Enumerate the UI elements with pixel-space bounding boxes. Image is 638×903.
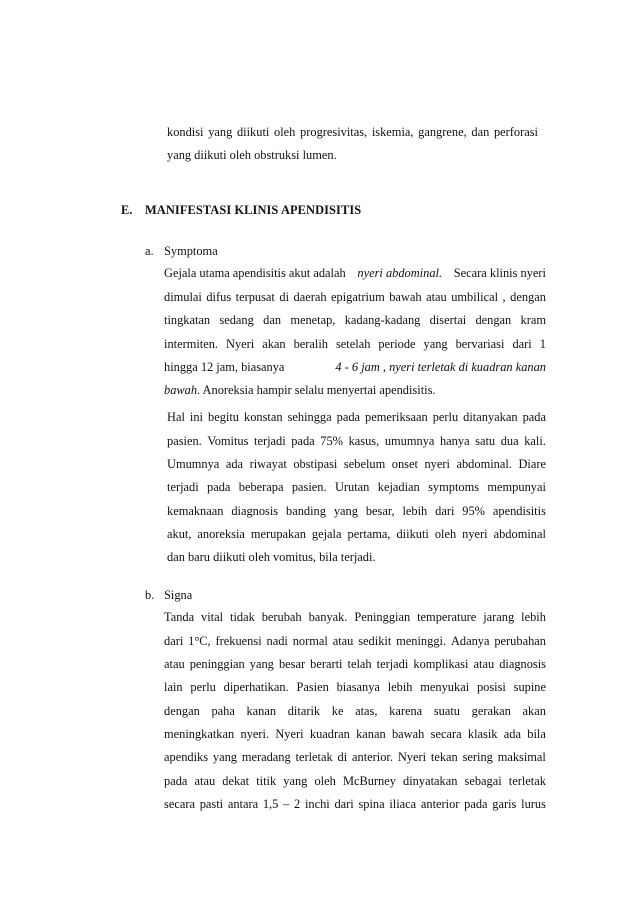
word: dengan bbox=[475, 313, 512, 327]
word: dekat bbox=[222, 774, 250, 788]
symptoma-p1-l1-c: Secara klinis nyeri bbox=[453, 266, 546, 280]
word: terletak bbox=[295, 750, 333, 764]
word: kemaknaan bbox=[167, 504, 224, 518]
section-title: MANIFESTASI KLINIS APENDISITIS bbox=[145, 203, 362, 217]
word: symptoms bbox=[428, 480, 480, 494]
word: kanan bbox=[246, 704, 277, 718]
word: paha bbox=[211, 704, 235, 718]
word: frekuensi bbox=[215, 634, 262, 648]
signa-line-7 bbox=[164, 751, 546, 763]
symptoma-p2-line-7: dan baru diikuti oleh vomitus, bila terjadi. bbox=[167, 550, 376, 564]
word: konstan bbox=[244, 410, 283, 424]
word: pasien. bbox=[167, 434, 202, 448]
word: kuadran bbox=[309, 727, 350, 741]
word: peninggian bbox=[189, 657, 245, 671]
word: dan bbox=[263, 313, 282, 327]
word: Vomitus bbox=[207, 434, 249, 448]
word: nyeri bbox=[424, 457, 450, 471]
word: terjadi bbox=[254, 434, 286, 448]
word: terletak bbox=[508, 774, 546, 788]
word: pada bbox=[336, 410, 361, 424]
word: besar, bbox=[365, 504, 395, 518]
word: begitu bbox=[208, 410, 239, 424]
word: Nyeri bbox=[226, 337, 255, 351]
word: kasus, bbox=[348, 434, 380, 448]
word: karena bbox=[389, 704, 423, 718]
word: dari bbox=[164, 634, 184, 648]
word: atau bbox=[332, 634, 354, 648]
symptoma-p1-line-2 bbox=[164, 291, 546, 303]
word: meningkatkan bbox=[164, 727, 235, 741]
word: merupakan bbox=[250, 527, 306, 541]
word: nyeri bbox=[462, 527, 488, 541]
word: 95% bbox=[462, 504, 485, 518]
word: inchi bbox=[304, 797, 330, 811]
signa-line-5 bbox=[164, 705, 546, 717]
word: kram bbox=[520, 313, 546, 327]
word: diagnosis bbox=[231, 504, 279, 518]
symptoma-p1-l6-emphasis: bawah bbox=[164, 383, 198, 397]
word: riwayat bbox=[249, 457, 287, 471]
word: banding bbox=[286, 504, 326, 518]
symptoma-marker: a. bbox=[145, 244, 154, 258]
word: Hal bbox=[167, 410, 185, 424]
word: ada bbox=[225, 457, 244, 471]
word: yang bbox=[423, 337, 448, 351]
word: lebih bbox=[387, 680, 413, 694]
word: dengan bbox=[164, 704, 200, 718]
word: suatu bbox=[433, 704, 460, 718]
word: meninggi. bbox=[396, 634, 447, 648]
word: dimulai bbox=[164, 290, 202, 304]
word: sering bbox=[462, 750, 493, 764]
word: berarti bbox=[310, 657, 343, 671]
word: iliaca bbox=[389, 797, 417, 811]
word: terjadi bbox=[167, 480, 199, 494]
word: dari bbox=[435, 504, 455, 518]
word: meradang bbox=[241, 750, 291, 764]
word: garis bbox=[492, 797, 517, 811]
intro-line-2: yang diikuti oleh obstruksi lumen. bbox=[167, 148, 337, 162]
word: 1 bbox=[539, 337, 546, 351]
word: daerah bbox=[293, 290, 327, 304]
word: sebelum bbox=[343, 457, 386, 471]
word: satu bbox=[475, 434, 496, 448]
word: pasti bbox=[199, 797, 224, 811]
word: , bbox=[502, 290, 506, 304]
word: lebih bbox=[521, 610, 546, 624]
word: dua bbox=[500, 434, 519, 448]
word: temperature bbox=[417, 610, 477, 624]
word: perlu bbox=[432, 410, 459, 424]
word: Adanya bbox=[450, 634, 490, 648]
word: komplikasi bbox=[413, 657, 469, 671]
word: dengan bbox=[510, 290, 546, 304]
word: beberapa bbox=[238, 480, 284, 494]
signa-line-6 bbox=[164, 728, 546, 740]
word: spina bbox=[358, 797, 385, 811]
word: Diare bbox=[518, 457, 546, 471]
intro-line-1-text bbox=[167, 126, 538, 138]
word: perforasi bbox=[493, 125, 538, 139]
word: abdominal bbox=[493, 527, 546, 541]
word: terpusat bbox=[235, 290, 275, 304]
word: Tanda bbox=[164, 610, 195, 624]
word: dari bbox=[334, 797, 354, 811]
word: yang bbox=[208, 125, 233, 139]
symptoma-p2-line-1 bbox=[167, 411, 546, 423]
word: anoreksia bbox=[197, 527, 245, 541]
word: apendiks bbox=[164, 750, 209, 764]
word: pasien. bbox=[291, 480, 327, 494]
word: yang bbox=[283, 774, 308, 788]
word: lurus bbox=[521, 797, 546, 811]
word: ada bbox=[503, 727, 521, 741]
word: beralih bbox=[293, 337, 328, 351]
word: epigatrium bbox=[331, 290, 385, 304]
word: onset bbox=[391, 457, 418, 471]
word: jarang bbox=[483, 610, 515, 624]
symptoma-p1-l6-rest: . Anoreksia hampir selalu menyertai apendisitis. bbox=[197, 383, 436, 397]
word: Urutan bbox=[334, 480, 370, 494]
word: oleh bbox=[274, 125, 296, 139]
word: diikuti bbox=[236, 125, 270, 139]
word: terjadi bbox=[376, 657, 409, 671]
word: oleh bbox=[314, 774, 336, 788]
word: dari bbox=[512, 337, 532, 351]
signa-line-2 bbox=[164, 635, 546, 647]
word: Peninggian bbox=[354, 610, 411, 624]
word: atau bbox=[194, 774, 216, 788]
word: sebagai bbox=[464, 774, 502, 788]
word: sedikit bbox=[358, 634, 392, 648]
word: tidak bbox=[230, 610, 255, 624]
word: menetap, bbox=[290, 313, 336, 327]
word: tekan bbox=[430, 750, 458, 764]
section-label: E. bbox=[121, 203, 133, 217]
word: pemeriksaan bbox=[365, 410, 428, 424]
signa-marker: b. bbox=[145, 588, 155, 602]
word: Nyeri bbox=[397, 750, 427, 764]
word: ini bbox=[189, 410, 203, 424]
word: anterior. bbox=[352, 750, 393, 764]
word: atas, bbox=[355, 704, 378, 718]
word: normal bbox=[292, 634, 328, 648]
word: gangrene, bbox=[418, 125, 467, 139]
symptoma-p2-line-2 bbox=[167, 435, 546, 447]
word: hanya bbox=[439, 434, 470, 448]
word: ke bbox=[331, 704, 344, 718]
word: antara bbox=[227, 797, 259, 811]
word: nyeri. bbox=[240, 727, 270, 741]
word: yang bbox=[333, 504, 358, 518]
word: supine bbox=[513, 680, 546, 694]
word: akan bbox=[522, 704, 546, 718]
word: 75% bbox=[320, 434, 343, 448]
word: lebih bbox=[402, 504, 428, 518]
word: secara bbox=[430, 727, 462, 741]
symptoma-p1-line-1 bbox=[164, 267, 546, 279]
word: kondisi bbox=[167, 125, 204, 139]
symptoma-p2-line-5 bbox=[167, 505, 546, 517]
word: obstipasi bbox=[293, 457, 338, 471]
word: besar bbox=[278, 657, 306, 671]
word: tingkatan bbox=[164, 313, 211, 327]
word: kejadian bbox=[377, 480, 420, 494]
word: diperhatikan. bbox=[223, 680, 289, 694]
symptoma-p2-line-3 bbox=[167, 458, 546, 470]
word: bila bbox=[527, 727, 546, 741]
word: sedang bbox=[219, 313, 254, 327]
word: titik bbox=[256, 774, 277, 788]
word: banyak. bbox=[308, 610, 348, 624]
word: di bbox=[337, 750, 348, 764]
word: di bbox=[279, 290, 290, 304]
word: periode bbox=[378, 337, 416, 351]
word: kadang-kadang bbox=[344, 313, 421, 327]
word: pada bbox=[464, 797, 488, 811]
signa-line-4 bbox=[164, 681, 546, 693]
word: Umumnya bbox=[167, 457, 220, 471]
word: yang bbox=[212, 750, 237, 764]
symptoma-p1-l1-a: Gejala utama apendisitis akut adalah bbox=[164, 266, 346, 280]
word: dinyatakan bbox=[403, 774, 458, 788]
word: menyukai bbox=[420, 680, 470, 694]
word: oleh bbox=[434, 527, 457, 541]
word: bawah bbox=[389, 290, 422, 304]
word: atau bbox=[426, 290, 447, 304]
word: posisi bbox=[476, 680, 506, 694]
symptoma-p2-line-4 bbox=[167, 481, 546, 493]
word: mempunyai bbox=[487, 480, 546, 494]
word: bervariasi bbox=[455, 337, 505, 351]
word: nadi bbox=[266, 634, 288, 648]
word: lain bbox=[164, 680, 183, 694]
word: atau bbox=[164, 657, 185, 671]
word: kali. bbox=[524, 434, 546, 448]
symptoma-p2-line-6 bbox=[167, 528, 546, 540]
signa-title: Signa bbox=[164, 588, 193, 602]
word: apendisitis bbox=[492, 504, 546, 518]
word: gerakan bbox=[471, 704, 511, 718]
word: intermiten. bbox=[164, 337, 219, 351]
symptoma-p1-line-5 bbox=[164, 361, 546, 373]
signa-line-3 bbox=[164, 658, 546, 670]
word: secara bbox=[164, 797, 195, 811]
symptoma-p1-l1-emphasis: nyeri abdominal. bbox=[357, 266, 443, 280]
word: gejala bbox=[311, 527, 342, 541]
word: vital bbox=[201, 610, 224, 624]
word: umbilical bbox=[451, 290, 499, 304]
word: kanan bbox=[356, 727, 386, 741]
word: pada bbox=[207, 480, 231, 494]
word: ditarik bbox=[287, 704, 321, 718]
word: McBurney bbox=[342, 774, 396, 788]
word: dan bbox=[471, 125, 490, 139]
word: abdominal. bbox=[456, 457, 512, 471]
word: disertai bbox=[429, 313, 467, 327]
word: difus bbox=[206, 290, 232, 304]
word: perubahan bbox=[494, 634, 546, 648]
symptoma-p1-line-4 bbox=[164, 338, 546, 350]
word: maksimal bbox=[497, 750, 546, 764]
word: 2 bbox=[294, 797, 301, 811]
symptoma-p1-l5-a: hingga 12 jam, biasanya bbox=[164, 360, 285, 374]
symptoma-p1-line-6 bbox=[164, 384, 436, 396]
symptoma-p1-l5-emphasis: 4 - 6 jam , nyeri terletak di kuadran kanan bbox=[335, 360, 546, 374]
signa-line-1 bbox=[164, 611, 546, 623]
symptoma-title: Symptoma bbox=[164, 244, 218, 258]
word: sehingga bbox=[287, 410, 332, 424]
word: anterior bbox=[420, 797, 460, 811]
word: perlu bbox=[190, 680, 216, 694]
word: umumnya bbox=[384, 434, 435, 448]
symptoma-p1-line-3 bbox=[164, 314, 546, 326]
word: bawah bbox=[391, 727, 425, 741]
word: berubah bbox=[261, 610, 302, 624]
word: ditanyakan bbox=[463, 410, 518, 424]
word: akut, bbox=[167, 527, 192, 541]
word: progresivitas, bbox=[300, 125, 368, 139]
intro-line-1 bbox=[167, 126, 538, 138]
word: pada bbox=[522, 410, 546, 424]
word: 1°C, bbox=[188, 634, 211, 648]
word: diikuti bbox=[396, 527, 429, 541]
word: biasanya bbox=[336, 680, 380, 694]
word: telah bbox=[347, 657, 372, 671]
word: atau bbox=[473, 657, 495, 671]
word: akan bbox=[262, 337, 286, 351]
word: Nyeri bbox=[275, 727, 304, 741]
word: yang bbox=[249, 657, 274, 671]
word: – bbox=[283, 797, 290, 811]
word: iskemia, bbox=[371, 125, 414, 139]
signa-line-8 bbox=[164, 775, 546, 787]
word: diagnosis bbox=[499, 657, 546, 671]
word: pada bbox=[291, 434, 315, 448]
word: pertama, bbox=[347, 527, 391, 541]
word: klasik bbox=[467, 727, 498, 741]
word: Pasien bbox=[296, 680, 329, 694]
word: pada bbox=[164, 774, 188, 788]
signa-line-9 bbox=[164, 798, 546, 810]
word: 1,5 bbox=[262, 797, 279, 811]
word: setelah bbox=[335, 337, 371, 351]
